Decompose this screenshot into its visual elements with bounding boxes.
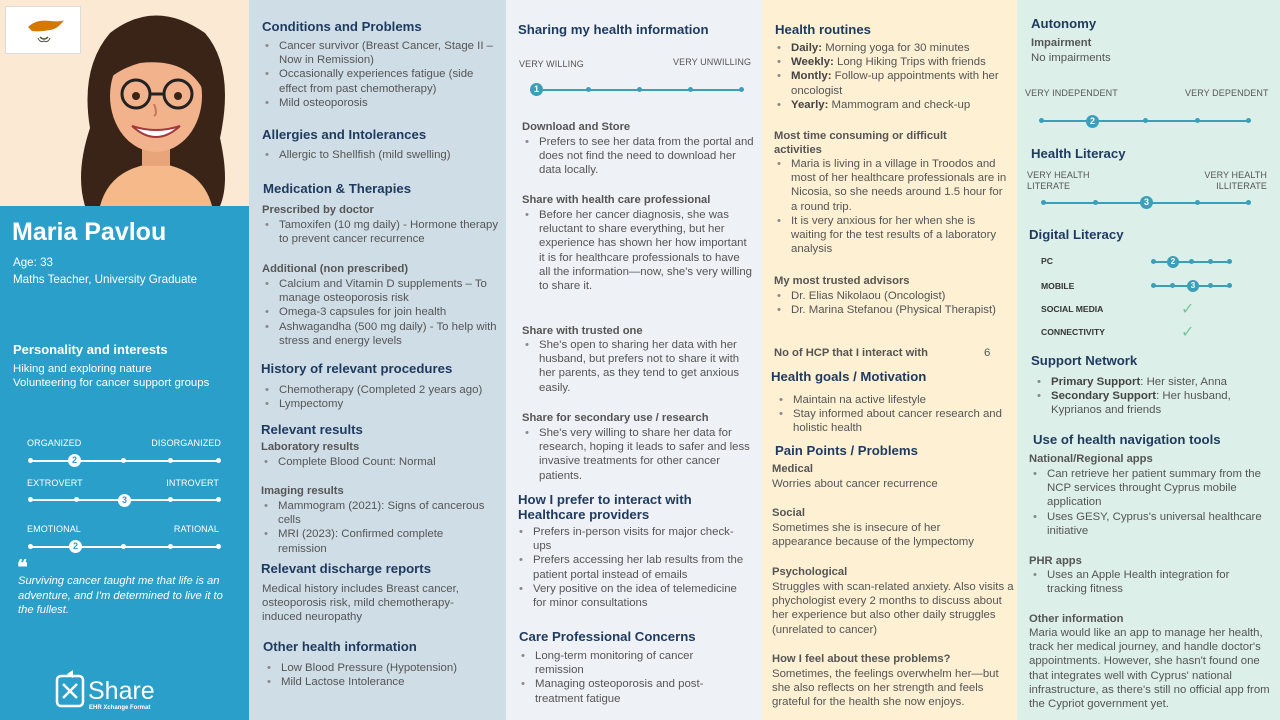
- lab-list: [261, 455, 501, 469]
- goals-title: Health goals / Motivation: [771, 369, 927, 384]
- interest-item: Volunteering for cancer support groups: [13, 377, 210, 389]
- digital-knob: 2: [1167, 256, 1179, 268]
- prescribed-title: Prescribed by doctor: [262, 204, 374, 216]
- digital-row-label: PC: [1041, 256, 1053, 266]
- avatar: [70, 8, 242, 206]
- other-health-list: [264, 661, 504, 689]
- person-occupation: Maths Teacher, University Graduate: [13, 273, 198, 286]
- national-list: [1030, 467, 1275, 538]
- autonomy-left-label: VERY INDEPENDENT: [1025, 88, 1118, 98]
- list-item: • Tamoxifen (10 mg daily) - Hormone therapy to prevent cancer recurrence: [262, 218, 502, 246]
- imaging-list: [261, 499, 491, 556]
- interaction-list: [516, 525, 746, 610]
- list-item: • Mammogram (2021): Signs of cancerous cells: [261, 499, 491, 527]
- discharge-text: Medical history includes Breast cancer, osteoporosis risk, mild chemotherapy-induced neuropathy: [262, 583, 459, 624]
- share-section-list: [522, 208, 754, 293]
- scale-right-label: INTROVERT: [166, 478, 219, 488]
- medication-title: Medication & Therapies: [263, 181, 412, 196]
- share-logo-icon: [55, 670, 89, 710]
- interest-item: Hiking and exploring nature: [13, 363, 152, 375]
- share-logo-text: Share: [88, 677, 155, 705]
- list-item: • Daily: Morning yoga for 30 minutes: [774, 41, 1014, 55]
- digital-row-label: MOBILE: [1041, 281, 1075, 291]
- list-item: • Primary Support: Her sister, Anna: [1034, 375, 1264, 389]
- list-item: • Prefers accessing her lab results from the patient portal instead of emails: [516, 553, 746, 581]
- scale-tick: [1039, 118, 1044, 123]
- list-item: • Low Blood Pressure (Hypotension): [264, 661, 504, 675]
- scale-tick: [1246, 200, 1251, 205]
- difficult-title: Most time consuming or difficult activities: [774, 130, 947, 156]
- list-item: • Secondary Support: Her husband, Kyprianos and friends: [1034, 389, 1264, 417]
- impairment-title: Impairment: [1031, 37, 1092, 49]
- routines-list: [774, 41, 1014, 112]
- additional-title: Additional (non prescribed): [262, 263, 409, 275]
- scale-tick: [637, 87, 642, 92]
- scale-tick: [1093, 200, 1098, 205]
- digital-knob: 3: [1187, 280, 1199, 292]
- scale-tick: [1227, 283, 1232, 288]
- clinical-column: [249, 0, 506, 720]
- quote-icon: ❝: [17, 557, 28, 579]
- scale-left-label: EXTROVERT: [27, 478, 83, 488]
- scale-tick: [688, 87, 693, 92]
- hcp-label: No of HCP that I interact with: [774, 347, 928, 359]
- list-item: • Lympectomy: [262, 397, 502, 411]
- results-title: Relevant results: [261, 422, 363, 437]
- list-item: • Maria is living in a village in Troodos and most of her healthcare professionals are in Nicosia, so she needs around 1.5 hour for a round trip.: [774, 157, 1009, 214]
- list-item: • Allergic to Shellfish (mild swelling): [262, 148, 502, 162]
- scale-tick: [1151, 259, 1156, 264]
- literacy-title: Health Literacy: [1031, 146, 1126, 161]
- autonomy-column: [1017, 0, 1280, 720]
- sharing-title: Sharing my health information: [518, 22, 709, 37]
- scale-tick: [1227, 259, 1232, 264]
- tools-title: Use of health navigation tools: [1033, 432, 1221, 447]
- scale-tick: [168, 458, 173, 463]
- share-section-list: [522, 338, 754, 395]
- pain-section-text: Sometimes, the feelings overwhelm her—but she also reflects on her strength and feels grateful for the health she now enjoys.: [772, 668, 999, 709]
- sharing-right-label: VERY UNWILLING: [673, 57, 752, 67]
- scale-tick: [739, 87, 744, 92]
- other-info-title: Other information: [1029, 613, 1124, 625]
- list-item: • Mild osteoporosis: [262, 96, 502, 110]
- procedures-list: [262, 383, 502, 411]
- scale-tick: [1246, 118, 1251, 123]
- list-item: • Chemotherapy (Completed 2 years ago): [262, 383, 502, 397]
- scale-tick: [28, 458, 33, 463]
- share-section-title: Share with trusted one: [522, 325, 643, 337]
- procedures-title: History of relevant procedures: [261, 361, 453, 376]
- phr-title: PHR apps: [1029, 555, 1082, 567]
- concerns-list: [518, 649, 743, 706]
- list-item: • Calcium and Vitamin D supplements – To manage osteoporosis risk: [262, 277, 504, 305]
- additional-list: [262, 277, 504, 348]
- person-age: Age: 33: [13, 256, 53, 269]
- advisors-list: [774, 289, 1009, 317]
- sharing-left-label: VERY WILLING: [519, 59, 584, 69]
- allergies-list: [262, 148, 502, 162]
- list-item: • Prefers to see her data from the portal and does not find the need to download her data locally.: [522, 135, 754, 178]
- share-section-title: Download and Store: [522, 121, 631, 133]
- pain-section-title: Medical: [772, 463, 814, 475]
- routines-title: Health routines: [775, 22, 871, 37]
- check-icon: ✓: [1181, 301, 1195, 318]
- list-item: • Ashwagandha (500 mg daily) - To help with stress and energy levels: [262, 320, 504, 348]
- list-item: • Prefers in-person visits for major check-ups: [516, 525, 746, 553]
- hcp-value: 6: [984, 347, 991, 359]
- national-title: National/Regional apps: [1029, 453, 1153, 465]
- scale-knob: 3: [118, 494, 131, 507]
- list-item: • Managing osteoporosis and post-treatment fatigue: [518, 677, 743, 705]
- support-list: [1034, 375, 1264, 418]
- routines-column: [762, 0, 1017, 720]
- scale-tick: [1208, 259, 1213, 264]
- list-item: • Mild Lactose Intolerance: [264, 675, 504, 689]
- scale-tick: [1143, 118, 1148, 123]
- list-item: • Can retrieve her patient summary from the NCP services throught Cyprus mobile application: [1030, 467, 1275, 510]
- digital-row-label: SOCIAL MEDIA: [1041, 304, 1104, 314]
- impairment-value: No impairments: [1031, 52, 1111, 64]
- person-name: Maria Pavlou: [12, 218, 167, 246]
- list-item: • Omega-3 capsules for join health: [262, 305, 504, 319]
- list-item: • MRI (2023): Confirmed complete remission: [261, 527, 491, 555]
- scale-tick: [28, 497, 33, 502]
- scale-tick: [216, 544, 221, 549]
- pain-section-title: Social: [772, 507, 805, 519]
- scale-tick: [1170, 283, 1175, 288]
- scale-knob: 2: [68, 454, 81, 467]
- discharge-title: Relevant discharge reports: [261, 561, 432, 576]
- allergies-title: Allergies and Intolerances: [262, 127, 427, 142]
- list-item: • Long-term monitoring of cancer remission: [518, 649, 743, 677]
- list-item: • Yearly: Mammogram and check-up: [774, 98, 1014, 112]
- autonomy-knob: 2: [1086, 115, 1099, 128]
- digital-row-label: CONNECTIVITY: [1041, 327, 1105, 337]
- share-logo-sub: EHR Xchange Format: [89, 705, 151, 711]
- list-item: • Very positive on the idea of telemedicine for minor consultations: [516, 582, 746, 610]
- pain-section-title: How I feel about these problems?: [772, 653, 951, 665]
- scale-tick: [121, 458, 126, 463]
- literacy-knob: 3: [1140, 196, 1153, 209]
- personality-title: Personality and interests: [13, 342, 168, 357]
- scale-tick: [216, 458, 221, 463]
- pain-section-text: Struggles with scan-related anxiety. Also visits a phychologist every 2 months to discuss about her experience but also other daily struggles (unrelated to cancer): [772, 581, 1014, 636]
- scale-tick: [1041, 200, 1046, 205]
- other-info-text: Maria would like an app to manage her health, track her medical journey, and handle doctor's appointments. However, she hasn't found one that integrates well with Cyprus' national infrastructure, as there's still no official app from the Cypriot government yet.: [1029, 627, 1270, 711]
- pain-section-text: Worries about cancer recurrence: [772, 478, 938, 490]
- scale-right-label: DISORGANIZED: [151, 438, 221, 448]
- scale-tick: [1189, 259, 1194, 264]
- scale-right-label: RATIONAL: [173, 524, 219, 534]
- scale-knob: 2: [69, 540, 82, 553]
- other-health-title: Other health information: [263, 639, 417, 654]
- lab-title: Laboratory results: [261, 441, 360, 453]
- scale-tick: [216, 497, 221, 502]
- prescribed-list: [262, 218, 502, 246]
- list-item: • Complete Blood Count: Normal: [261, 455, 501, 469]
- list-item: • Occasionally experiences fatigue (side effect from past chemotherapy): [262, 67, 502, 95]
- share-section-title: Share with health care professional: [522, 194, 711, 206]
- scale-tick: [168, 544, 173, 549]
- conditions-list: [262, 39, 502, 110]
- scale-tick: [121, 544, 126, 549]
- list-item: • Before her cancer diagnosis, she was reluctant to share everything, but her experience has shown her how important it is for healthcare professionals to have all the information—now, she's very willing to share it.: [522, 208, 754, 293]
- quote-text: Surviving cancer taught me that life is an adventure, and I'm determined to live it to the fullest.: [18, 575, 223, 616]
- goals-list: [776, 393, 1011, 436]
- scale-left-label: EMOTIONAL: [27, 524, 81, 534]
- phr-list: [1030, 568, 1260, 596]
- scale-tick: [28, 544, 33, 549]
- literacy-left-label: VERY HEALTH LITERATE: [1027, 170, 1090, 191]
- list-item: • Cancer survivor (Breast Cancer, Stage II – Now in Remission): [262, 39, 502, 67]
- imaging-title: Imaging results: [261, 485, 344, 497]
- scale-tick: [74, 497, 79, 502]
- sharing-column: [506, 0, 762, 720]
- literacy-right-label: VERY HEALTH ILLITERATE: [1204, 170, 1267, 191]
- conditions-title: Conditions and Problems: [262, 19, 422, 34]
- advisors-title: My most trusted advisors: [774, 275, 910, 287]
- pain-title: Pain Points / Problems: [775, 443, 918, 458]
- scale-tick: [1195, 200, 1200, 205]
- list-item: • Montly: Follow-up appointments with her oncologist: [774, 69, 1014, 97]
- autonomy-title: Autonomy: [1031, 16, 1097, 31]
- share-section-list: [522, 135, 754, 178]
- scale-left-label: ORGANIZED: [27, 438, 82, 448]
- list-item: • Weekly: Long Hiking Trips with friends: [774, 55, 1014, 69]
- interaction-title: How I prefer to interact with Healthcare providers: [518, 492, 692, 522]
- list-item: • Maintain na active lifestyle: [776, 393, 1011, 407]
- scale-tick: [1208, 283, 1213, 288]
- list-item: • She's open to sharing her data with her husband, but prefers not to share it with her parents, as they tend to get anxious easily.: [522, 338, 754, 395]
- autonomy-right-label: VERY DEPENDENT: [1185, 88, 1269, 98]
- profile-column: [0, 0, 249, 720]
- pain-section-title: Psychological: [772, 566, 848, 578]
- share-section-title: Share for secondary use / research: [522, 412, 709, 424]
- list-item: • It is very anxious for her when she is waiting for the test results of a laboratory analysis: [774, 214, 1009, 257]
- sharing-knob: 1: [530, 83, 543, 96]
- concerns-title: Care Professional Concerns: [519, 629, 696, 644]
- difficult-list: [774, 157, 1009, 256]
- list-item: • Stay informed about cancer research and holistic health: [776, 407, 1011, 435]
- scale-tick: [168, 497, 173, 502]
- list-item: • Dr. Elias Nikolaou (Oncologist): [774, 289, 1009, 303]
- list-item: • Uses GESY, Cyprus's universal healthcare initiative: [1030, 510, 1275, 538]
- scale-tick: [1195, 118, 1200, 123]
- list-item: • Dr. Marina Stefanou (Physical Therapist): [774, 303, 1009, 317]
- check-icon: ✓: [1181, 324, 1195, 341]
- scale-tick: [1151, 283, 1156, 288]
- share-section-list: [522, 426, 754, 483]
- support-title: Support Network: [1031, 353, 1138, 368]
- list-item: • Uses an Apple Health integration for tracking fitness: [1030, 568, 1260, 596]
- scale-tick: [586, 87, 591, 92]
- list-item: • She's very willing to share her data for research, hoping it leads to safer and less invasive treatments for other cancer patients.: [522, 426, 754, 483]
- pain-section-text: Sometimes she is insecure of her appearance because of the lympectomy: [772, 522, 974, 549]
- digital-title: Digital Literacy: [1029, 227, 1124, 242]
